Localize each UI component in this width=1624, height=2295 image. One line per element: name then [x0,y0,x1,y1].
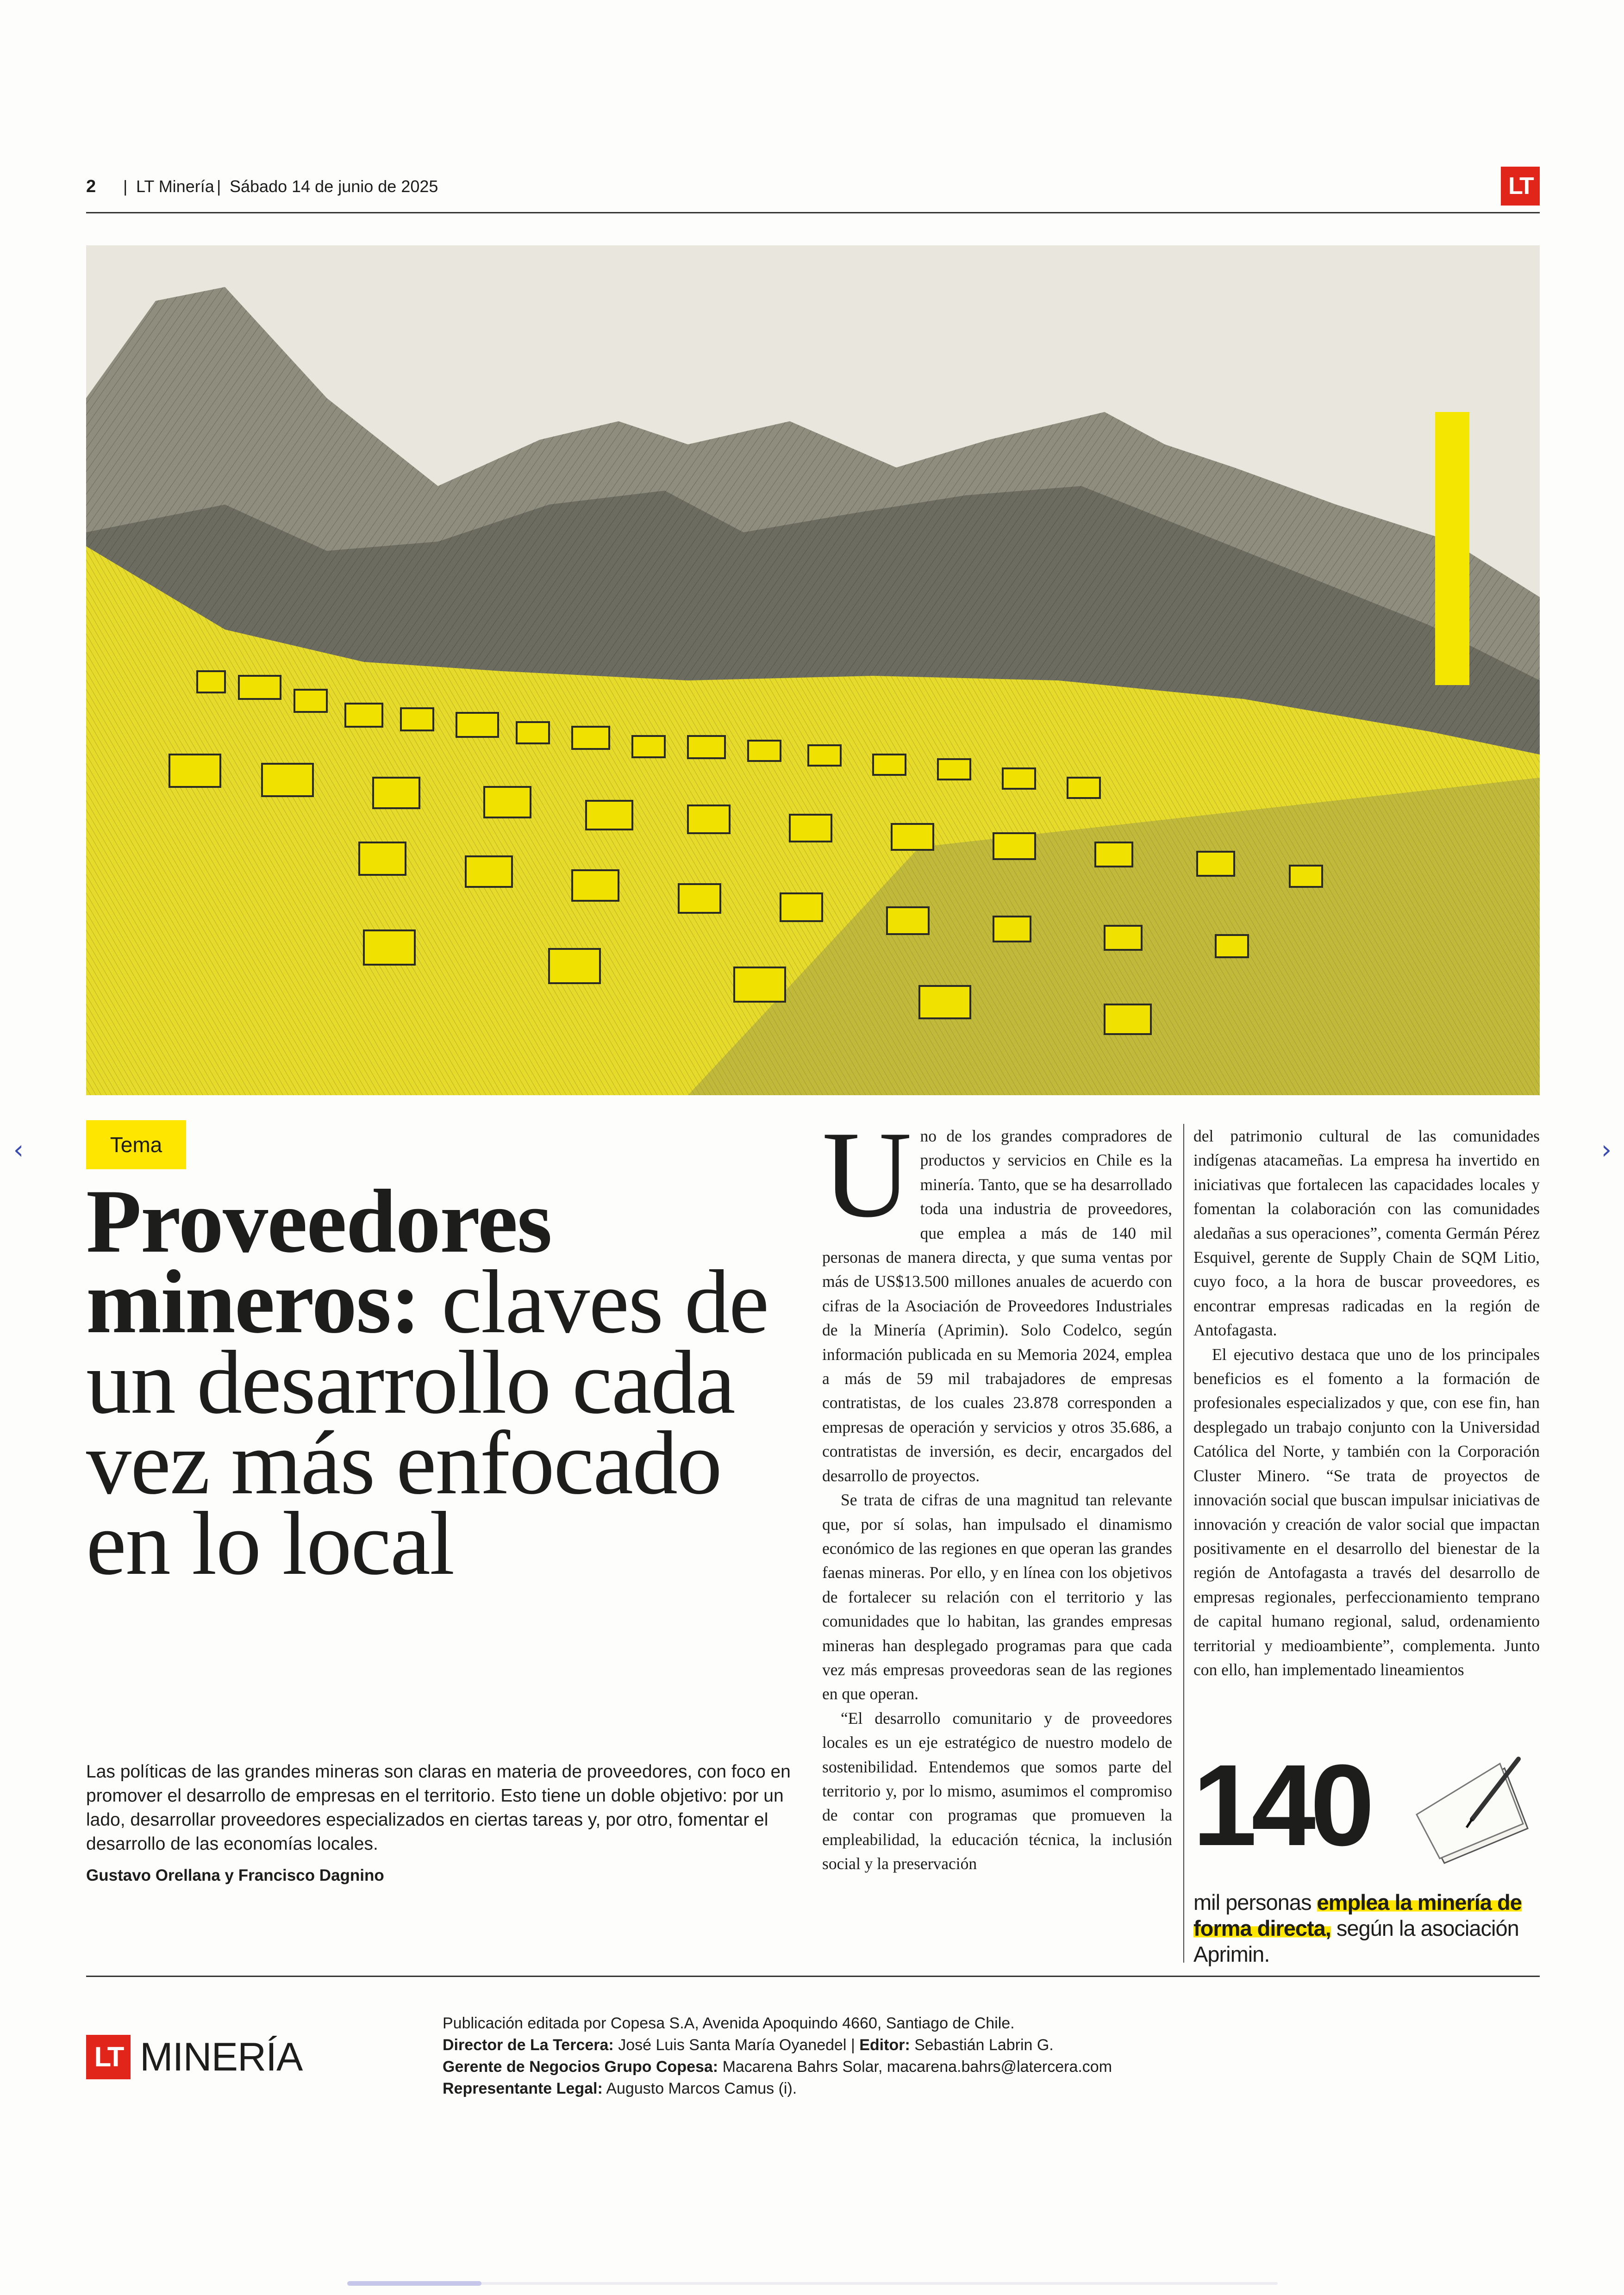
body-paragraph: Se trata de cifras de una magnitud tan relevante que, por sí solas, han impulsado el dinamismo económico de las regiones en que operan las grandes faenas mineras. Por ello, y en línea con los objetivos de fortalecer su relación con el territorio y las comunidades que lo habitan, las grandes empresas mineras han desplegado programas para que cada vez más empresas proveedoras sean de las regiones en que operan. [822,1491,1172,1703]
stat-number: 140 [1193,1740,1369,1870]
body-paragraph: Uno de los grandes compradores de productos y servicios en Chile es la minería. Tanto, que se ha desarrollado toda una industria de proveedores, que emplea a más de 140 mil personas de manera directa, y que suma ventas por más de US$13.500 millones anuales de acuerdo con cifras de la Asociación de Proveedores Industriales de la Minería (Aprimin). Solo Codelco, según información publicada en su Memoria 2024, emplea a más de 59 mil trabajadores de empresas contratistas, de los cuales 23.878 corresponden a empresas de operación y servicios y otros 35.686, a contratistas de inversión, es decir, encargados del desarrollo de proyectos. [822,1105,1172,1485]
header-separator: | [123,177,128,196]
publication-credits: Publicación editada por Copesa S.A, Avenida Apoquindo 4660, Santiago de Chile. Director de La Tercera: José Luis Santa María Oyanedel | Editor: Sebastián Labrin G. Gerente de Negocios Grupo Copesa: Macarena Bahrs Solar, macarena.bahrs@latercera.com Representante Legal: Augusto Marcos Camus (i). [443,2014,1112,2097]
header-divider [86,212,1540,213]
headline-light: claves de un desarrollo cada vez más enfocado en lo local [86,1252,768,1594]
body-column-1 [822,1105,1172,1876]
byline: Gustavo Orellana y Francisco Dagnino [86,1866,384,1884]
pen-and-paper-icon [1403,1750,1532,1865]
stat-caption: mil personas emplea la minería de forma directa, según la asociación Aprimin. [1193,1890,1522,1966]
previous-page-arrow-icon[interactable]: ‹ [13,1135,24,1165]
horizontal-scrollbar[interactable] [347,2282,1278,2285]
body-column-2 [1193,1124,1540,1682]
headline-bold: Proveedores mineros: [86,1171,551,1352]
topic-tag: Tema [86,1120,186,1169]
column-divider [1183,1124,1184,1963]
next-page-arrow-icon[interactable]: › [1601,1135,1612,1165]
body-paragraph: del patrimonio cultural de las comunidades indígenas atacameñas. La empresa ha invertido en iniciativas que fortalecen las capacidades locales y fomentan la colaboración con las comunidades aledañas a sus operaciones”, comenta Germán Pérez Esquivel, gerente de Supply Chain de SQM Litio, cuyo foco, a la hora de buscar proveedores, es encontrar empresas radicadas en la región de Antofagasta. [1193,1127,1540,1340]
headline [86,1171,781,1594]
section-name: LT Minería [136,177,214,196]
header-separator: | [217,177,221,196]
footer-divider [86,1976,1540,1977]
body-paragraph: “El desarrollo comunitario y de proveedores locales es un eje estratégico de nuestro modelo de sostenibilidad. Entendemos que somos parte del territorio y, por lo mismo, asumimos el compromiso de contar con programas que promueven la empleabilidad, la educación técnica, la inclusión social y la preservación [822,1709,1172,1873]
stat-highlight: emplea la minería de forma directa, [1193,1890,1522,1940]
mountain-village-illustration [86,245,1540,1095]
scrollbar-thumb[interactable] [347,2281,481,2286]
drop-cap: U [822,1105,912,1243]
standfirst: Las políticas de las grandes mineras son claras en materia de proveedores, con foco en promover el desarrollo de empresas en el territorio. Esto tiene un doble objetivo: por un lado, desarrollar proveedores especializados en ciertas tareas y, por otro, fomentar el desarrollo de las economías locales. [86,1762,791,1854]
page-number: 2 [86,177,96,196]
body-paragraph: El ejecutivo destaca que uno de los principales beneficios es el fomento a la formación de profesionales especializados y que, con ese fin, han desplegado un trabajo conjunto con la Universidad Católica del Norte, y también con la Corporación Cluster Minero. “Se trata de proyectos de innovación social que buscan impulsar iniciativas de innovación y creación de valor social que impactan positivamente en el desarrollo del bienestar de la región de Antofagasta a través del desarrollo de empresas regionales, perfeccionamiento temprano de capital humano regional, salud, ordenamiento territorial y medioambiente”, complementa. Junto con ello, han implementado lineamientos [1193,1345,1540,1679]
page-header [86,167,1540,213]
la-tercera-logo: LT [1501,167,1540,206]
issue-date: Sábado 14 de junio de 2025 [230,177,438,196]
